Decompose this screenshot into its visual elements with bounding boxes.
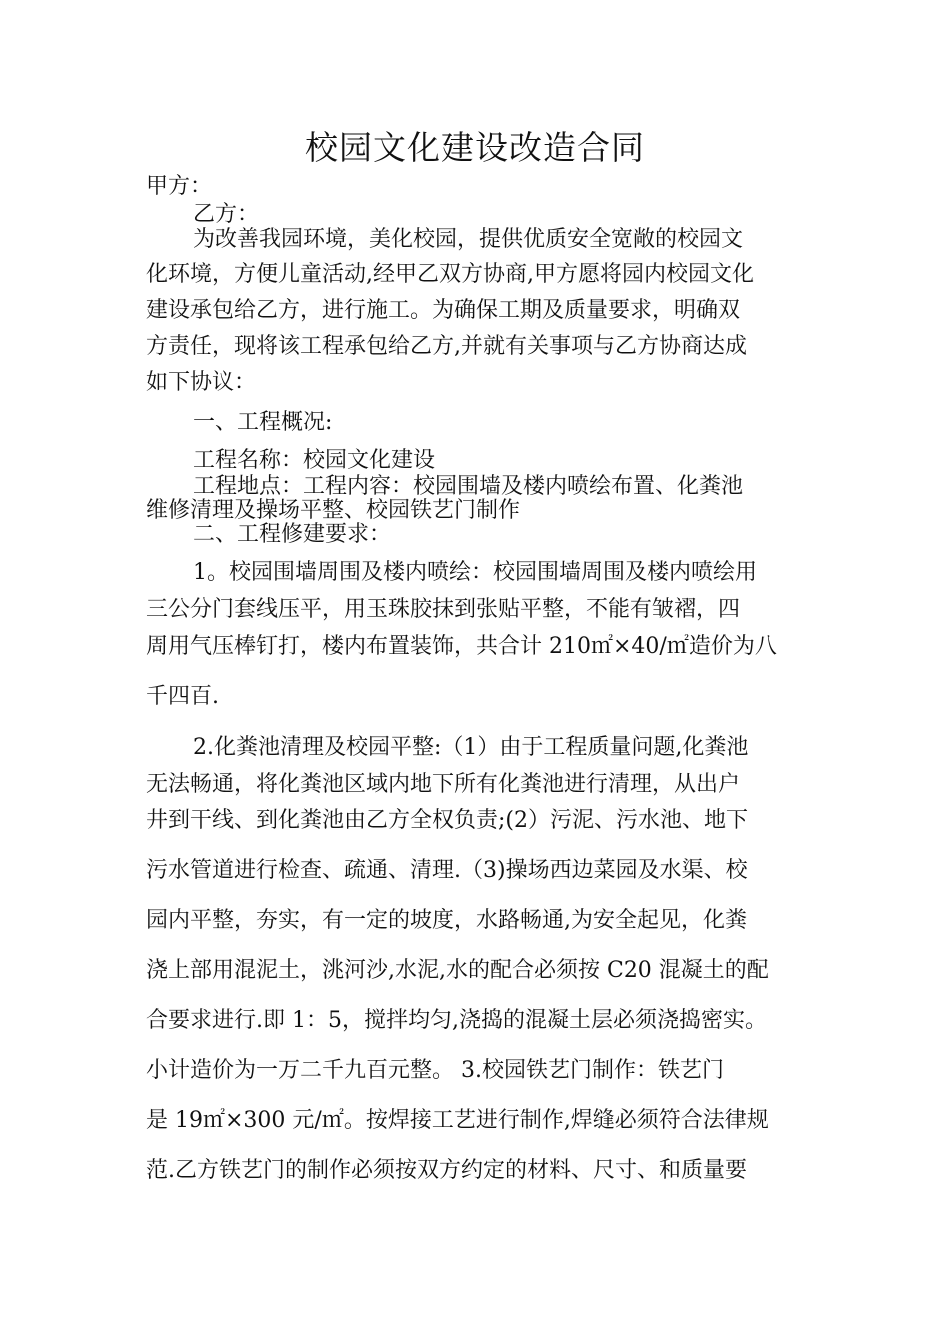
paragraph-line: 化环境，方便儿童活动,经甲乙双方协商,甲方愿将园内校园文化 [146, 262, 754, 287]
paragraph-line: 井到干线、到化粪池由乙方全权负责;(2）污泥、污水池、地下 [146, 808, 748, 833]
party-a-label: 甲方： [146, 174, 213, 199]
paragraph-line: 小计造价为一万二千九百元整。 3.校园铁艺门制作：铁艺门 [146, 1058, 724, 1083]
project-name-line: 工程名称：校园文化建设 [193, 448, 436, 473]
paragraph-line: 无法畅通，将化粪池区域内地下所有化粪池进行清理，从出户 [146, 772, 741, 797]
section-heading: 二、工程修建要求： [193, 522, 392, 547]
paragraph-line: 千四百. [146, 684, 219, 709]
party-b-label: 乙方： [193, 202, 260, 227]
paragraph-line: 是 19㎡×300 元/㎡。按焊接工艺进行制作,焊缝必须符合法律规 [146, 1108, 769, 1133]
paragraph-line: 为改善我园环境，美化校园，提供优质安全宽敞的校园文 [193, 227, 744, 252]
paragraph-line: 如下协议： [146, 370, 257, 395]
paragraph-line: 合要求进行.即 1：5，搅拌均匀,浇捣的混凝土层必须浇捣密实。 [146, 1008, 767, 1033]
document-title: 校园文化建设改造合同 [305, 128, 645, 167]
paragraph-line: 维修清理及操场平整、校园铁艺门制作 [146, 498, 521, 523]
paragraph-line: 园内平整，夯实，有一定的坡度，水路畅通,为安全起见，化粪 [146, 908, 747, 933]
project-location-line: 工程地点：工程内容：校园围墙及楼内喷绘布置、化粪池 [193, 474, 744, 499]
section-heading: 一、工程概况: [193, 410, 333, 435]
paragraph-line: 方责任，现将该工程承包给乙方,并就有关事项与乙方协商达成 [146, 334, 747, 359]
paragraph-line: 周用气压棒钉打，楼内布置装饰，共合计 210㎡×40/㎡造价为八 [146, 634, 777, 659]
paragraph-line: 2.化粪池清理及校园平整:（1）由于工程质量问题,化粪池 [193, 735, 749, 760]
paragraph-line: 三公分门套线压平，用玉珠胶抹到张贴平整，不能有皱褶，四 [146, 597, 741, 622]
paragraph-line: 范.乙方铁艺门的制作必须按双方约定的材料、尺寸、和质量要 [146, 1158, 747, 1183]
paragraph-line: 1。校园围墙周围及楼内喷绘：校园围墙周围及楼内喷绘用 [193, 560, 757, 585]
paragraph-line: 建设承包给乙方，进行施工。为确保工期及质量要求，明确双 [146, 298, 741, 323]
paragraph-line: 污水管道进行检查、疏通、清理.（3)操场西边菜园及水渠、校 [146, 858, 748, 883]
paragraph-line: 浇上部用混泥土，洮河沙,水泥,水的配合必须按 C20 混凝土的配 [146, 958, 769, 983]
